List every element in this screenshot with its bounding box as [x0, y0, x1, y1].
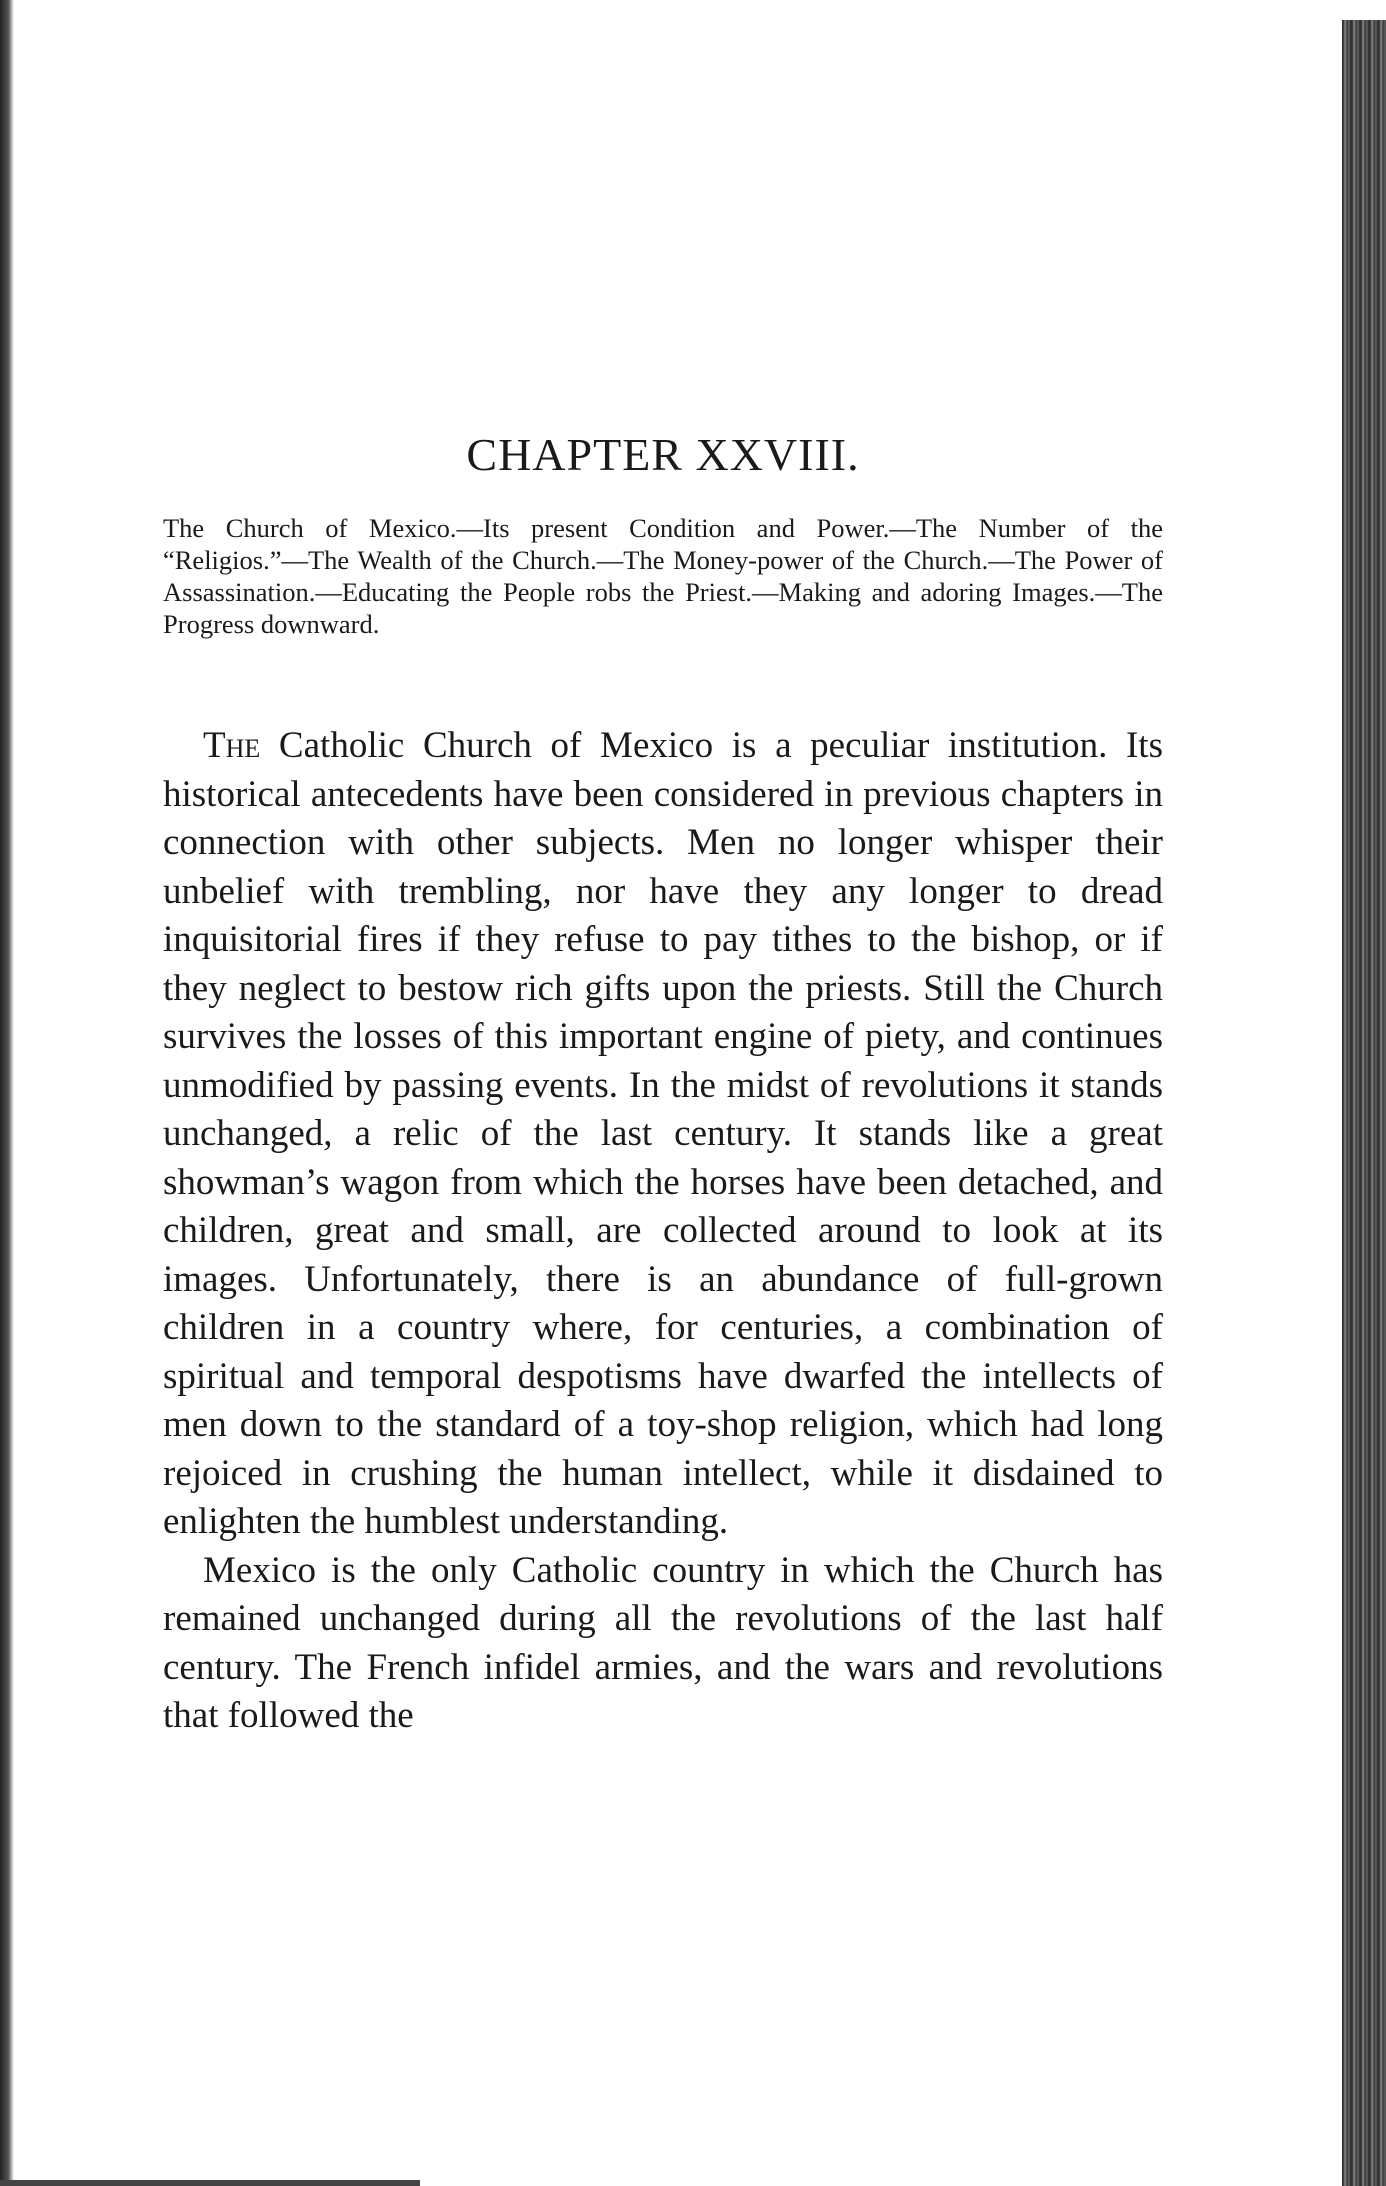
paragraph-1 — [163, 722, 1163, 1547]
scan-bottom-edge — [0, 2180, 420, 2186]
scan-binding-edge — [1342, 20, 1386, 2186]
scan-left-edge — [0, 0, 14, 2186]
chapter-summary: The Church of Mexico.—Its present Condition and Power.—The Number of the “Religios.”—The Wealth of the Church.—The Money-power of the Church.—The Power of Assassination.—Educating the People robs the Priest.—Making and adoring Images.—The Progress downward. — [163, 513, 1163, 639]
paragraph-1-lead: The — [203, 725, 261, 766]
chapter-body — [163, 722, 1163, 1741]
paragraph-2: Mexico is the only Catholic country in which the Church has remained unchanged during all the revolutions of the last half century. The French infidel armies, and the wars and revolutions that followed the — [163, 1549, 1163, 1736]
paragraph-1-text: Catholic Church of Mexico is a peculiar institution. Its historical antecedents have been considered in previous chapters in connection with other subjects. Men no longer whisper their unbelief with trembling, nor have they any longer to dread inquisitorial fires if they refuse to pay tithes to the bishop, or if they neglect to bestow rich gifts upon the priests. Still the Church survives the losses of this important engine of piety, and continues unmodified by passing events. In the midst of revolutions it stands unchanged, a relic of the last century. It stands like a great showman’s wagon from which the horses have been detached, and children, great and small, are collected around to look at its images. Unfortunately, there is an abundance of full-grown children in a country where, for centuries, a combination of spiritual and temporal despotisms have dwarfed the intellects of men down to the standard of a toy-shop religion, which had long rejoiced in crushing the human intellect, while it disdained to enlighten the humblest understanding. — [163, 725, 1163, 1542]
chapter-title: CHAPTER XXVIII. — [466, 429, 860, 480]
